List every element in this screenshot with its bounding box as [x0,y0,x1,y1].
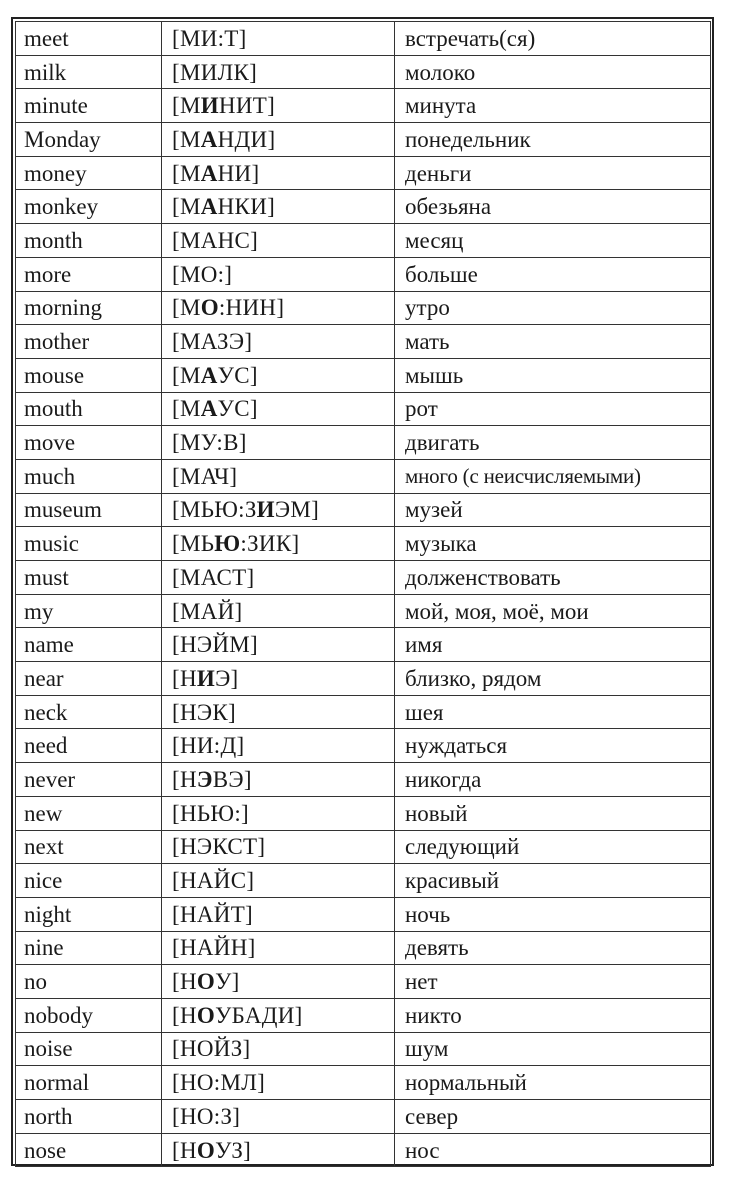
table-row [16,224,711,258]
transcription [162,55,395,89]
russian-translation: долженствовать [395,561,711,595]
transcription-part: [НЭКСТ] [172,834,266,860]
russian-translation: мать [395,325,711,359]
table-row [16,55,711,89]
table-row [16,123,711,157]
transcription-part: [Н [172,1137,197,1163]
transcription [162,1100,395,1134]
transcription-part: [НЭК] [172,699,236,725]
stressed-vowel: А [200,160,218,186]
table-row [16,358,711,392]
english-word: nobody [16,998,162,1032]
transcription [162,392,395,426]
russian-translation: молоко [395,55,711,89]
russian-translation: минута [395,89,711,123]
stressed-vowel: А [200,126,218,152]
russian-translation: ночь [395,897,711,931]
transcription [162,1133,395,1167]
english-word: much [16,459,162,493]
stressed-vowel: О [196,1002,216,1028]
transcription [162,897,395,931]
russian-translation: обезьяна [395,190,711,224]
russian-translation: новый [395,796,711,830]
transcription [162,291,395,325]
transcription [162,628,395,662]
stressed-vowel: И [196,665,216,691]
transcription-part: УЗ] [215,1137,252,1163]
transcription-part: [МАЧ] [172,463,238,489]
transcription [162,864,395,898]
transcription-part: [МЬЮ:З [172,497,257,523]
transcription-part: [МАСТ] [172,564,255,590]
table-row [16,729,711,763]
table-row [16,1133,711,1167]
stressed-vowel: И [200,93,219,119]
table-row [16,695,711,729]
russian-translation: встречать(ся) [395,22,711,56]
english-word: nose [16,1133,162,1167]
english-word: monkey [16,190,162,224]
transcription-part: [НЭЙМ] [172,632,258,658]
transcription [162,527,395,561]
russian-translation: двигать [395,426,711,460]
transcription [162,493,395,527]
transcription [162,224,395,258]
table-row [16,965,711,999]
russian-translation: музыка [395,527,711,561]
transcription [162,965,395,999]
english-word: name [16,628,162,662]
transcription-part: [Н [172,969,197,995]
table-row [16,830,711,864]
transcription [162,426,395,460]
stressed-vowel: А [200,194,218,220]
transcription-part: [НАЙС] [172,868,255,894]
russian-translation: рот [395,392,711,426]
english-word: next [16,830,162,864]
table-row [16,662,711,696]
english-word: meet [16,22,162,56]
stressed-vowel: Э [196,766,213,792]
table-row [16,763,711,797]
english-word: noise [16,1032,162,1066]
russian-translation: нуждаться [395,729,711,763]
transcription-part: ЭМ] [274,497,320,523]
transcription [162,830,395,864]
transcription-part: УС] [217,362,258,388]
transcription-part: [МАНС] [172,227,259,253]
transcription-part: [МАЙ] [172,598,243,624]
russian-translation: никогда [395,763,711,797]
table-row [16,426,711,460]
russian-translation: север [395,1100,711,1134]
table-row [16,527,711,561]
russian-translation: утро [395,291,711,325]
table-row [16,257,711,291]
table-row [16,325,711,359]
russian-translation: близко, рядом [395,662,711,696]
russian-translation: мышь [395,358,711,392]
english-word: museum [16,493,162,527]
table-row [16,1032,711,1066]
transcription-part: У] [215,969,240,995]
english-word: Monday [16,123,162,157]
russian-translation: нет [395,965,711,999]
english-word: mother [16,325,162,359]
english-word: my [16,594,162,628]
transcription-part: НКИ] [217,194,276,220]
transcription [162,459,395,493]
russian-translation: музей [395,493,711,527]
russian-translation: нормальный [395,1066,711,1100]
transcription-part: [МИ:Т] [172,25,247,51]
table-row [16,156,711,190]
table-row [16,628,711,662]
transcription [162,695,395,729]
table-row [16,1100,711,1134]
transcription [162,561,395,595]
transcription-part: ВЭ] [212,766,252,792]
table-row [16,190,711,224]
transcription-part: [НО:З] [172,1103,241,1129]
transcription [162,1032,395,1066]
transcription-part: :ЗИК] [240,531,300,557]
russian-translation: никто [395,998,711,1032]
transcription-part: УС] [217,396,258,422]
english-word: near [16,662,162,696]
transcription-part: [М [172,396,201,422]
table-row [16,89,711,123]
transcription-part: [Н [172,665,197,691]
russian-translation: мой, моя, моё, мои [395,594,711,628]
stressed-vowel: О [196,1137,216,1163]
transcription [162,358,395,392]
table-row [16,561,711,595]
english-word: nice [16,864,162,898]
english-word: minute [16,89,162,123]
english-word: normal [16,1066,162,1100]
stressed-vowel: И [256,497,275,523]
russian-translation: шея [395,695,711,729]
transcription-part: [М [172,295,201,321]
english-word: nine [16,931,162,965]
transcription-part: [НАЙТ] [172,901,253,927]
russian-translation: шум [395,1032,711,1066]
english-word: north [16,1100,162,1134]
table-row [16,22,711,56]
transcription [162,931,395,965]
transcription-part: [М [172,362,201,388]
english-word: need [16,729,162,763]
english-word: night [16,897,162,931]
table-row [16,493,711,527]
transcription-part: [НИ:Д] [172,733,245,759]
transcription [162,662,395,696]
english-word: must [16,561,162,595]
transcription-part: [МЬ [172,531,215,557]
english-word: neck [16,695,162,729]
transcription [162,325,395,359]
transcription [162,190,395,224]
transcription-part: УБАДИ] [215,1002,303,1028]
transcription-part: [НАЙН] [172,935,256,961]
transcription-part: [МУ:В] [172,430,247,456]
transcription-part: [Н [172,766,197,792]
english-word: mouse [16,358,162,392]
vocabulary-table-body [16,22,711,1167]
russian-translation: понедельник [395,123,711,157]
english-word: no [16,965,162,999]
table-row [16,1066,711,1100]
english-word: new [16,796,162,830]
transcription [162,796,395,830]
transcription [162,594,395,628]
english-word: milk [16,55,162,89]
transcription [162,729,395,763]
russian-translation: следующий [395,830,711,864]
vocabulary-table [15,21,711,1167]
russian-translation: деньги [395,156,711,190]
transcription-part: НИ] [217,160,260,186]
russian-translation: много (с неисчисляемыми) [395,459,711,493]
english-word: music [16,527,162,561]
table-row [16,459,711,493]
transcription [162,156,395,190]
transcription-part: [НЬЮ:] [172,800,249,826]
transcription-part: [НОЙЗ] [172,1036,251,1062]
transcription-part: [МАЗЭ] [172,329,253,355]
transcription-part: [Н [172,1002,197,1028]
table-row [16,864,711,898]
russian-translation: девять [395,931,711,965]
stressed-vowel: А [200,362,218,388]
table-row [16,931,711,965]
transcription-part: [М [172,160,201,186]
russian-translation: имя [395,628,711,662]
table-row [16,291,711,325]
english-word: never [16,763,162,797]
english-word: money [16,156,162,190]
transcription [162,257,395,291]
russian-translation: нос [395,1133,711,1167]
transcription [162,1066,395,1100]
english-word: morning [16,291,162,325]
russian-translation: больше [395,257,711,291]
stressed-vowel: О [196,969,216,995]
transcription-part: [М [172,93,201,119]
transcription [162,998,395,1032]
transcription [162,89,395,123]
table-row [16,594,711,628]
stressed-vowel: А [200,396,218,422]
transcription-part: [МИЛК] [172,59,258,85]
transcription [162,123,395,157]
transcription [162,763,395,797]
english-word: month [16,224,162,258]
transcription-part: Э] [215,665,239,691]
transcription-part: [НО:МЛ] [172,1070,266,1096]
table-row [16,392,711,426]
english-word: mouth [16,392,162,426]
russian-translation: месяц [395,224,711,258]
transcription [162,22,395,56]
transcription-part: НИТ] [218,93,276,119]
english-word: more [16,257,162,291]
russian-translation: красивый [395,864,711,898]
stressed-vowel: О [200,295,219,321]
transcription-part: :НИН] [218,295,285,321]
transcription-part: НДИ] [217,126,276,152]
table-row [16,796,711,830]
transcription-part: [МО:] [172,261,233,287]
table-row [16,897,711,931]
english-word: move [16,426,162,460]
transcription-part: [М [172,194,201,220]
table-row [16,998,711,1032]
stressed-vowel: Ю [214,531,241,557]
transcription-part: [М [172,126,201,152]
